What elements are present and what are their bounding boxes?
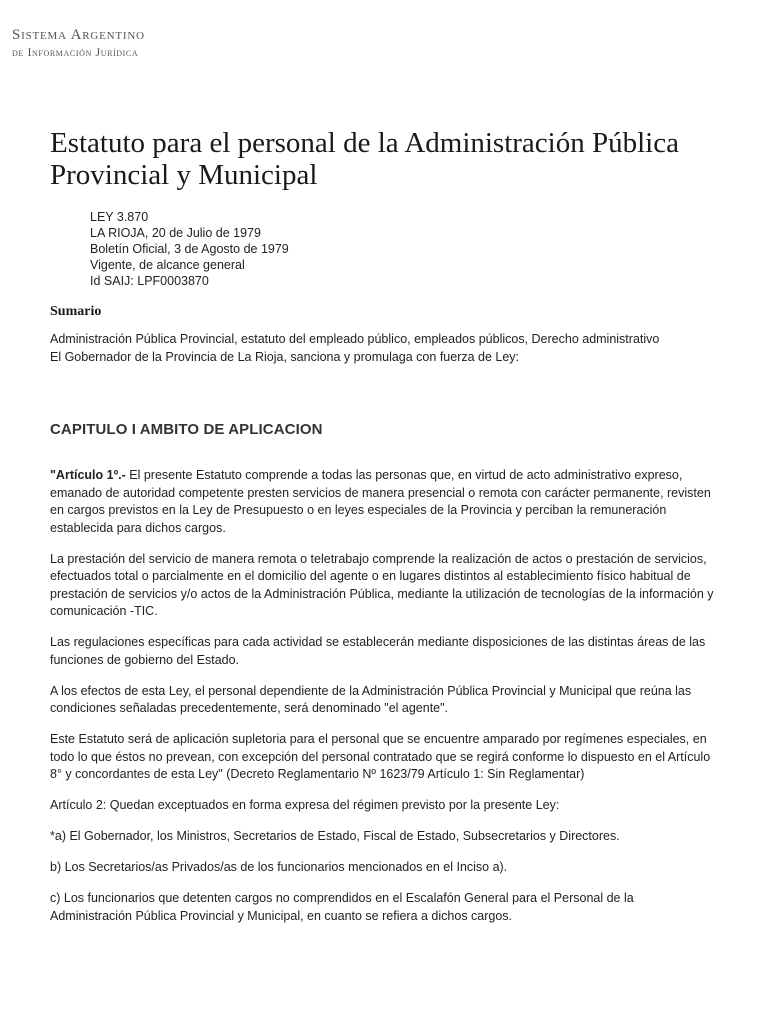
chapter-heading: CAPITULO I AMBITO DE APLICACION	[50, 421, 323, 438]
clause-b: b) Los Secretarios/as Privados/as de los funcionarios mencionados en el Inciso a).	[50, 860, 508, 874]
summary-promulgation: El Gobernador de la Provincia de La Rioja, sanciona y promulaga con fuerza de Ley:	[50, 350, 520, 364]
body-paragraph: Este Estatuto será de aplicación supletoria para el personal que se encuentre amparado por regímenes especiales, en todo lo que éstos no prevean, con excepción del personal contratado que se regirá conforme lo dispuesto en el Artículo 8° y concordantes de esta Ley" (Decreto Reglamentario Nº 1623/79 Artículo 1: Sin Reglamentar)	[50, 732, 711, 781]
saij-id: Id SAIJ: LPF0003870	[90, 274, 209, 288]
summary-text	[50, 330, 750, 366]
saij-logo	[12, 28, 145, 58]
clause-c: c) Los funcionarios que detenten cargos no comprendidos en el Escalafón General para el Personal de la Administración Pública Provincial y Municipal, en cuanto se refiera a dichos cargos.	[50, 891, 634, 923]
law-number: LEY 3.870	[90, 210, 149, 224]
article-2-paragraph: Artículo 2: Quedan exceptuados en forma expresa del régimen previsto por la presente Ley:	[50, 798, 560, 812]
body-paragraph: La prestación del servicio de manera remota o teletrabajo comprende la realización de actos o prestación de servicios, efectuados total o parcialmente en el domicilio del agente o en lugares distintos al establecimiento físico habitual de prestación de servicios y/o actos de la Administración Pública, mediante la utilización de tecnologías de la información y comunicación -TIC.	[50, 551, 714, 618]
document-metadata	[90, 209, 289, 289]
logo-line-2: de Información Jurídica	[12, 45, 139, 59]
body-paragraph: A los efectos de esta Ley, el personal dependiente de la Administración Pública Provincial y Municipal que reúna las condiciones señaladas precedentemente, será denominado "el agente".	[50, 683, 692, 715]
validity-status: Vigente, de alcance general	[90, 258, 245, 272]
body-paragraph: Las regulaciones específicas para cada actividad se establecerán mediante disposiciones de las distintas áreas de las funciones de gobierno del Estado.	[50, 635, 706, 667]
article-1-label: "Artículo 1º.-	[50, 468, 126, 482]
official-bulletin: Boletín Oficial, 3 de Agosto de 1979	[90, 242, 289, 256]
logo-line-1: Sistema Argentino	[12, 27, 145, 43]
summary-heading: Sumario	[50, 304, 102, 319]
summary-keywords: Administración Pública Provincial, estatuto del empleado público, empleados públicos, Derecho administrativo	[50, 332, 660, 346]
article-1-paragraph	[50, 467, 714, 537]
document-body	[50, 467, 714, 939]
clause-a: *a) El Gobernador, los Ministros, Secretarios de Estado, Fiscal de Estado, Subsecretarios y Directores.	[50, 829, 620, 843]
document-title: Estatuto para el personal de la Administración Pública Provincial y Municipal	[50, 127, 679, 191]
law-place-date: LA RIOJA, 20 de Julio de 1979	[90, 226, 261, 240]
article-1-text: El presente Estatuto comprende a todas las personas que, en virtud de acto administrativo expreso, emanado de autoridad competente presten servicios de manera presencial o remota con carácter permanente, revisten en cargos previstos en la Ley de Presupuesto o en leyes especiales de la Provincia y perciban la remuneración establecida para dichos cargos.	[50, 468, 711, 535]
